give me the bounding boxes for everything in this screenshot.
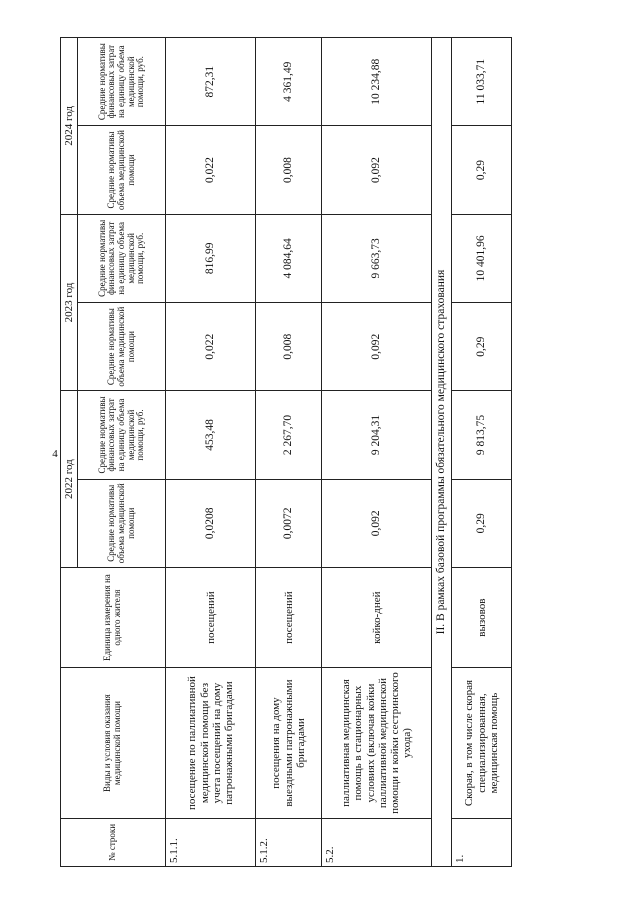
row-number: 5.1.2.: [256, 818, 322, 866]
norms-table: [60, 37, 512, 867]
row-unit: вызовов: [452, 567, 512, 667]
header-vol-2022: Средние нормативы объема медицинской помощи: [78, 479, 166, 567]
row-type: посещения на дому выездными патронажными бригадами: [256, 668, 322, 819]
row-cost-2022: 2 267,70: [256, 391, 322, 479]
header-row-1: [61, 38, 78, 867]
row-vol-2024: 0,008: [256, 126, 322, 214]
table-row: [452, 38, 512, 867]
row-cost-2023: 9 663,73: [322, 214, 432, 302]
row-vol-2022: 0,092: [322, 479, 432, 567]
row-vol-2023: 0,29: [452, 303, 512, 391]
table-row: [256, 38, 322, 867]
header-cost-2024: Средние нормативы финансовых затрат на единицу объема медицинской помощи, руб.: [78, 38, 166, 126]
row-vol-2022: 0,29: [452, 479, 512, 567]
row-cost-2022: 9 813,75: [452, 391, 512, 479]
row-cost-2023: 816,99: [166, 214, 256, 302]
row-vol-2022: 0,0072: [256, 479, 322, 567]
header-unit: Единица измерения на одного жителя: [61, 567, 166, 667]
row-unit: посещений: [166, 567, 256, 667]
row-number: 1.: [452, 818, 512, 866]
row-cost-2023: 10 401,96: [452, 214, 512, 302]
row-cost-2022: 453,48: [166, 391, 256, 479]
row-type: паллиативная медицинская помощь в стационарных условиях (включая койки паллиативной медицинской помощи и койки сестринского ухода): [322, 668, 432, 819]
header-cost-2022: Средние нормативы финансовых затрат на единицу объема медицинской помощи, руб.: [78, 391, 166, 479]
table-row: [166, 38, 256, 867]
row-vol-2024: 0,092: [322, 126, 432, 214]
row-vol-2023: 0,022: [166, 303, 256, 391]
section-title: II. В рамках базовой программы обязательного медицинского страхования: [432, 38, 452, 867]
header-year-2022: 2022 год: [61, 391, 78, 568]
row-vol-2023: 0,008: [256, 303, 322, 391]
header-type: Виды и условия оказания медицинской помощи: [61, 668, 166, 819]
header-row-no: № строки: [61, 818, 166, 866]
row-type: Скорая, в том числе скорая специализированная, медицинская помощь: [452, 668, 512, 819]
header-cost-2023: Средние нормативы финансовых затрат на единицу объема медицинской помощи, руб.: [78, 214, 166, 302]
table-row: [322, 38, 432, 867]
row-cost-2024: 10 234,88: [322, 38, 432, 126]
header-vol-2024: Средние нормативы объема медицинской помощи: [78, 126, 166, 214]
row-vol-2022: 0,0208: [166, 479, 256, 567]
row-unit: посещений: [256, 567, 322, 667]
row-cost-2024: 11 033,71: [452, 38, 512, 126]
header-vol-2023: Средние нормативы объема медицинской помощи: [78, 303, 166, 391]
rotated-table-container: [60, 37, 580, 867]
row-vol-2024: 0,022: [166, 126, 256, 214]
row-cost-2022: 9 204,31: [322, 391, 432, 479]
row-vol-2023: 0,092: [322, 303, 432, 391]
row-number: 5.1.1.: [166, 818, 256, 866]
row-cost-2024: 4 361,49: [256, 38, 322, 126]
page-number: 4: [52, 448, 58, 460]
section-row: [432, 38, 452, 867]
header-year-2024: 2024 год: [61, 38, 78, 215]
row-number: 5.2.: [322, 818, 432, 866]
row-cost-2023: 4 084,64: [256, 214, 322, 302]
row-vol-2024: 0,29: [452, 126, 512, 214]
row-type: посещение по паллиативной медицинской помощи без учета посещений на дому патронажными бригадами: [166, 668, 256, 819]
row-cost-2024: 872,31: [166, 38, 256, 126]
header-year-2023: 2023 год: [61, 214, 78, 391]
row-unit: койко-дней: [322, 567, 432, 667]
